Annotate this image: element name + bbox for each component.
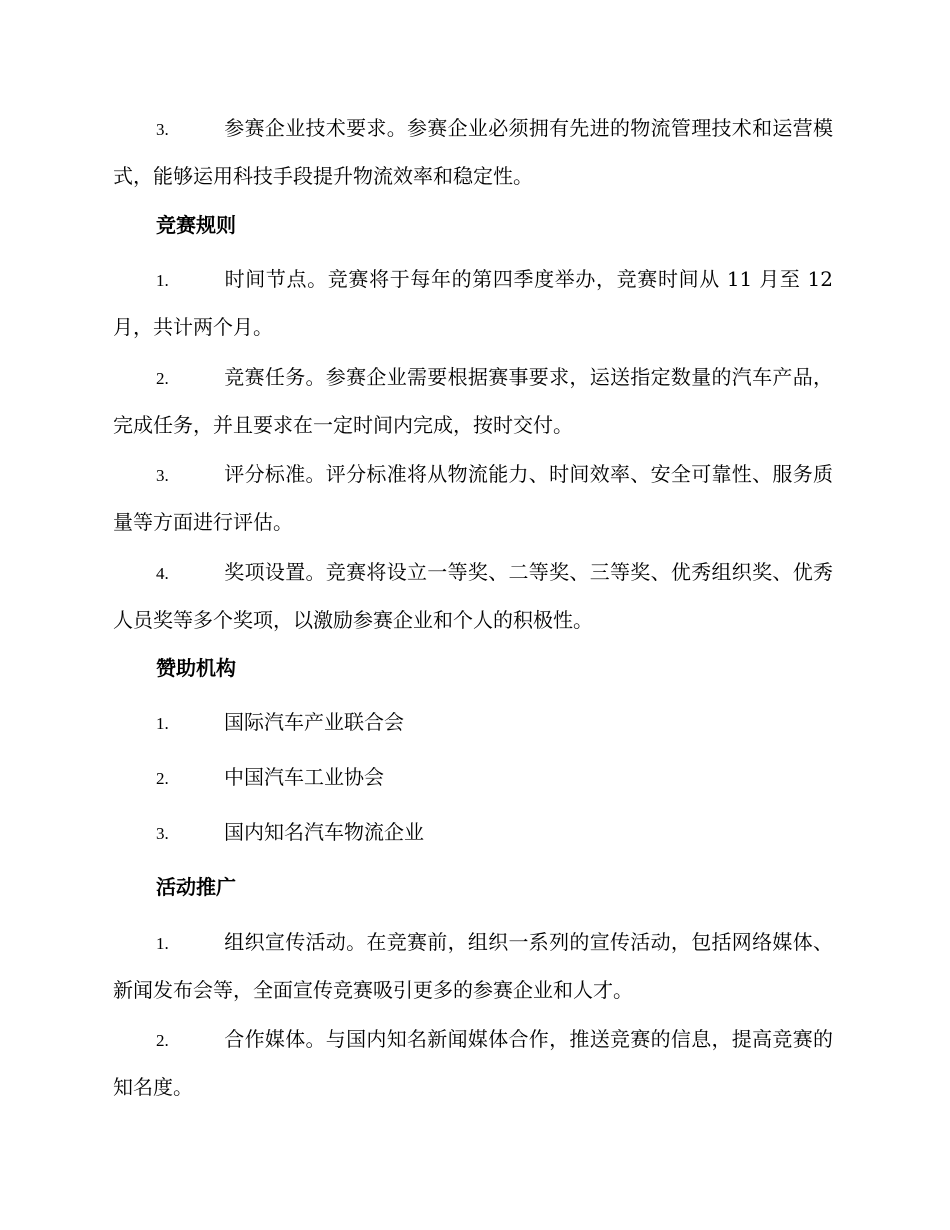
list-item <box>113 1016 833 1110</box>
list-item-number: 4. <box>156 564 169 583</box>
list-item-text: 中国汽车工业协会 <box>224 765 384 789</box>
list-item-number: 1. <box>156 714 169 733</box>
list-item-text: 国内知名汽车物流企业 <box>224 820 424 844</box>
list-item-number: 2. <box>156 769 169 788</box>
list-item-text: 评分标准。评分标准将从物流能力、时间效率、安全可靠性、服务质量等方面进行评估。 <box>113 462 833 534</box>
section-heading-sponsors: 赞助机构 <box>156 656 236 680</box>
list-item-text: 国际汽车产业联合会 <box>224 710 404 734</box>
section-heading-promotion: 活动推广 <box>156 875 236 899</box>
list-item-number: 3. <box>156 824 169 843</box>
list-item <box>113 105 833 199</box>
list-item-number: 1. <box>156 934 169 953</box>
list-item-text: 竞赛任务。参赛企业需要根据赛事要求，运送指定数量的汽车产品，完成任务，并且要求在一定时间内完成，按时交付。 <box>113 365 833 437</box>
list-item-number: 3. <box>156 466 169 485</box>
section-heading-competition-rules: 竞赛规则 <box>156 213 236 237</box>
list-item <box>113 919 833 1013</box>
list-item <box>113 549 833 643</box>
list-item <box>113 256 833 350</box>
list-item-text: 时间节点。竞赛将于每年的第四季度举办，竞赛时间从 11 月至 12 月，共计两个月。 <box>113 267 833 339</box>
list-item <box>113 707 833 739</box>
list-item-text: 合作媒体。与国内知名新闻媒体合作，推送竞赛的信息，提高竞赛的知名度。 <box>113 1027 833 1099</box>
list-item-number: 3. <box>156 120 169 139</box>
list-item <box>113 354 833 448</box>
list-item <box>113 451 833 545</box>
list-item-number: 2. <box>156 369 169 388</box>
list-item-number: 2. <box>156 1031 169 1050</box>
list-item-text: 奖项设置。竞赛将设立一等奖、二等奖、三等奖、优秀组织奖、优秀人员奖等多个奖项，以激励参赛企业和个人的积极性。 <box>113 560 833 632</box>
list-item <box>113 762 833 794</box>
list-item <box>113 817 833 849</box>
list-item-text: 参赛企业技术要求。参赛企业必须拥有先进的物流管理技术和运营模式，能够运用科技手段提升物流效率和稳定性。 <box>113 116 833 188</box>
list-item-text: 组织宣传活动。在竞赛前，组织一系列的宣传活动，包括网络媒体、新闻发布会等，全面宣传竞赛吸引更多的参赛企业和人才。 <box>113 930 833 1002</box>
list-item-number: 1. <box>156 271 169 290</box>
